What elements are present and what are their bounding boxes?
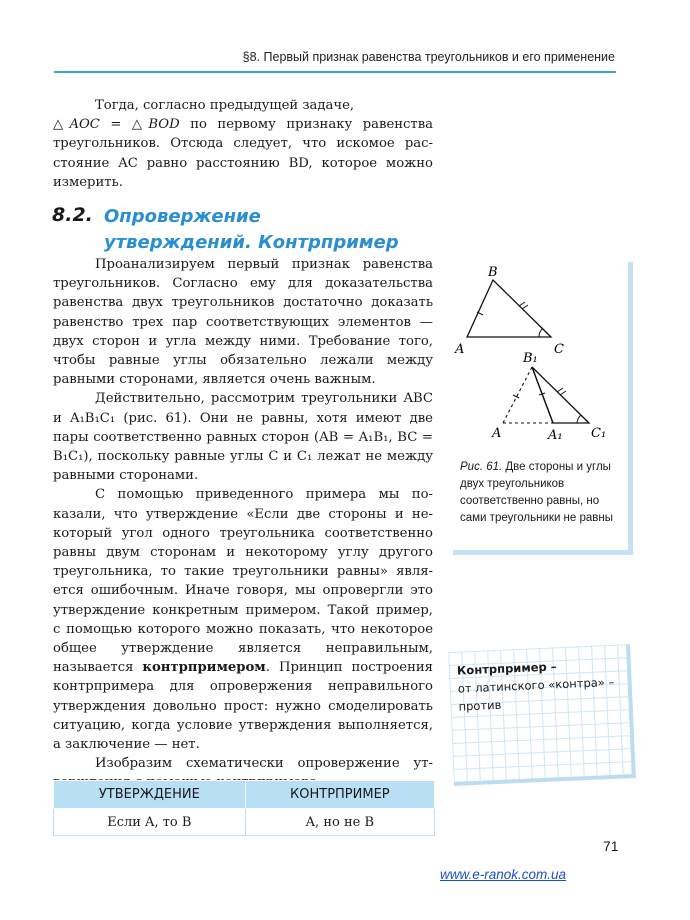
page-number: 71: [603, 838, 619, 854]
margin-note: [448, 644, 636, 786]
paragraph-3-start: С помощью приведенного примера мы показали, что утверждение «Если две стороны и некоторый угол одного треугольника соответственно равны двум сторонам и некоторому углу другого треугольника, то такие треугольники равны» является ошибочным. Иначе говоря, мы опровергли это утверждение конкретным примером. Такой пример, с помощью которого можно показать, что некоторое общее утверждение является неправильным, называется: [53, 487, 433, 676]
header-rule: [54, 71, 616, 73]
figure-caption-label: Рис. 61.: [460, 461, 503, 473]
note-definition: от латинского «контра» – против: [457, 674, 615, 714]
paragraph-2: Действительно, рассмотрим треугольники ABC и A₁B₁C₁ (рис. 61). Они не равны, хотя имеют две пары соответственно равных сторон (AB = A₁B₁, BC = B₁C₁), поскольку равные углы C и C₁ лежат не между равными сторонами.: [53, 391, 433, 484]
body-text: [53, 255, 433, 793]
section-number: 8.2.: [52, 204, 93, 226]
figure-caption: [460, 459, 620, 527]
header-statement: УТВЕРЖДЕНИЕ: [54, 781, 246, 809]
label-b1: B₁: [523, 351, 538, 366]
note-dash: –: [546, 659, 557, 674]
tick-ab1: [513, 395, 519, 398]
dashed-side-ab1: [503, 367, 532, 423]
angle-c1-arc: [577, 415, 581, 423]
label-a1: A₁: [548, 428, 563, 443]
intro-rest: по первому признаку равенства треугольников. Отсюда следует, что искомое расстояние AC равно расстоянию BD, которое можно измерить.: [53, 117, 434, 190]
tick-b1c1-1: [557, 388, 563, 392]
cell-counterexample: A, но не B: [245, 809, 434, 836]
paragraph-1: Проанализируем первый признак равенства треугольников. Согласно ему для доказательства равенства двух треугольников достаточно доказать равенство трех пар соответствующих элементов — двух сторон и угла между ними. Требование того, чтобы равные углы обязательно лежали между равными сторонами, является очень важным.: [53, 257, 433, 388]
tick-bc-1: [519, 302, 525, 306]
intro-line1: Тогда, согласно предыдущей задаче,: [95, 98, 355, 113]
label-b: B: [488, 265, 498, 280]
running-header: §8. Первый признак равенства треугольников и его применение: [242, 50, 615, 64]
label-c: C: [554, 342, 564, 357]
paragraph-4: Изобразим схематически опровержение ут: [95, 756, 433, 772]
note-term: Контрпример: [456, 659, 548, 678]
intro-paragraph: [53, 96, 433, 192]
cell-statement: Если A, то B: [54, 809, 246, 836]
website-link[interactable]: www.e-ranok.com.ua: [440, 867, 567, 882]
table-row: [54, 809, 435, 836]
margin-note-text: [457, 654, 624, 715]
triangle-abc: [467, 280, 551, 337]
tick-bc-2: [522, 305, 528, 309]
tick-b1c1-2: [560, 391, 566, 395]
side-a1b1: [532, 367, 553, 423]
intro-triangle-equality: △AOC = △BOD: [53, 117, 180, 133]
paragraph-3-end: . Принцип построения контрпримера для опровержения неправильного утверждения довольно прост: нужно смоделировать ситуацию, когда условие утверждения выполняется, а заключение — нет.: [53, 660, 434, 753]
figure-caption-text: Две стороны и углы двух треугольников соответственно равны, но сами треугольники не равны: [460, 461, 614, 524]
table-header-row: [54, 781, 435, 809]
statement-counterexample-table: [53, 780, 435, 836]
paragraph-3: [53, 485, 433, 754]
label-a-bottom: A: [492, 426, 502, 441]
section-title: Опровержение утверждений. Контрпример: [104, 206, 399, 253]
header-counterexample: КОНТРПРИМЕР: [245, 781, 434, 809]
term-counterexample: контрпримером: [142, 660, 266, 676]
label-c1: C₁: [591, 426, 607, 441]
label-a: A: [455, 342, 465, 357]
